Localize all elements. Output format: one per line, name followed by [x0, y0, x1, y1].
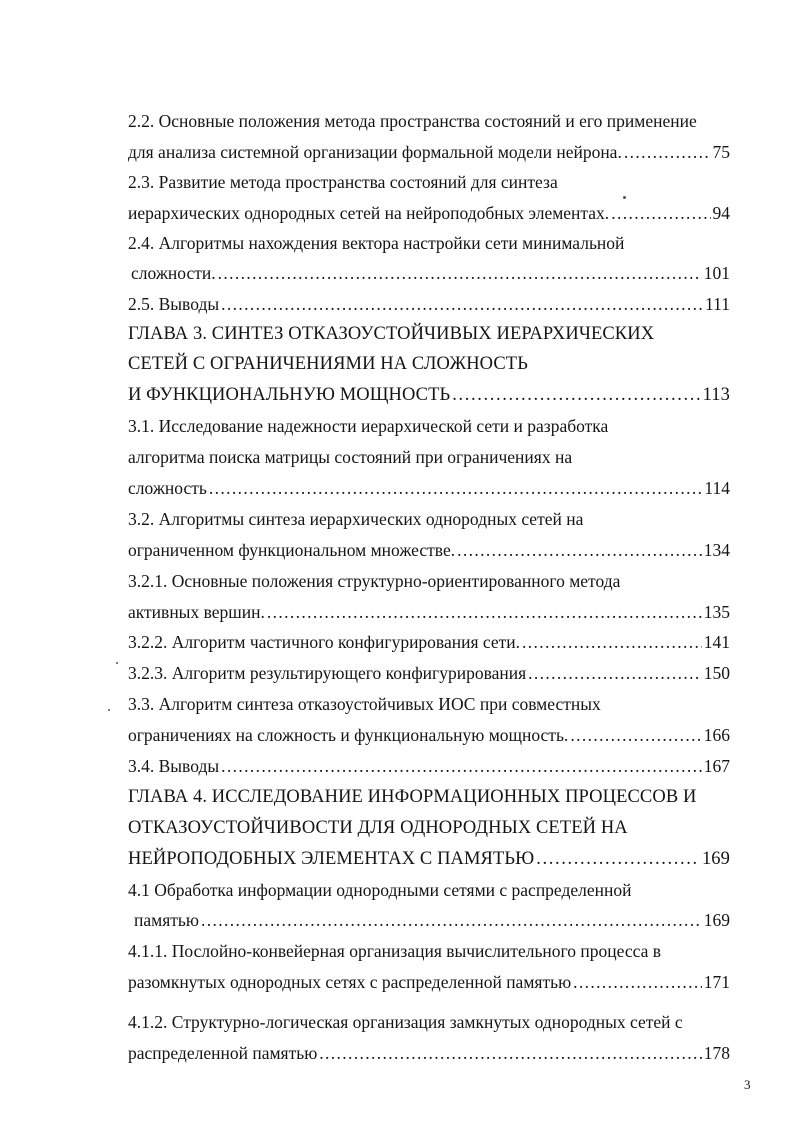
- scan-speck: [116, 662, 118, 664]
- dot-leader: [218, 262, 702, 284]
- dot-leader: [611, 202, 710, 224]
- toc-entry-page: 114: [704, 478, 730, 498]
- toc-entry-title: 3.4. Выводы: [128, 756, 220, 776]
- dot-leader: [209, 477, 703, 499]
- toc-entry: [128, 384, 730, 406]
- toc-entry-title: ограниченном функциональном множестве.: [128, 540, 456, 560]
- toc-entry-title: распределенной памятью: [128, 1043, 318, 1063]
- dot-leader: [624, 141, 711, 163]
- toc-line: 3.1. Исследование надежности иерархической сети и разработка: [128, 416, 609, 436]
- toc-entry: [128, 971, 730, 993]
- toc-entry-title: разомкнутых однородных сетях с распределенной памятью: [128, 972, 572, 992]
- toc-entry-page: 113: [702, 385, 730, 405]
- toc-entry-title: активных вершин.: [128, 602, 265, 622]
- toc-entry-title: ограничениях на сложность и функциональную мощность.: [128, 725, 569, 745]
- toc-entry-title: для анализа системной организации формальной модели нейрона.: [128, 142, 622, 162]
- toc-entry: [128, 141, 730, 163]
- toc-line: 3.2.1. Основные положения структурно-ориентированного метода: [128, 571, 621, 591]
- toc-entry-page: 134: [703, 540, 730, 560]
- dot-leader: [452, 384, 700, 406]
- dot-leader: [522, 631, 702, 653]
- toc-entry-page: 101: [703, 263, 730, 283]
- toc-entry: [128, 848, 730, 870]
- toc-entry-page: 171: [703, 972, 730, 992]
- dot-leader: [221, 293, 703, 315]
- dot-leader: [319, 1042, 701, 1064]
- toc-line: 3.2. Алгоритмы синтеза иерархических однородных сетей на: [128, 509, 584, 529]
- toc-entry: [128, 539, 730, 561]
- toc-line: 4.1.1. Послойно-конвейерная организация вычислительного процесса в: [128, 941, 661, 961]
- toc-line: 4.1 Обработка информации однородными сетями с распределенной: [128, 880, 632, 900]
- toc-entry: [128, 662, 730, 684]
- page-number: 3: [744, 1077, 751, 1092]
- toc-entry: [128, 631, 730, 653]
- toc-line: алгоритма поиска матрицы состояний при ограничениях на: [128, 447, 573, 467]
- toc-entry-page: 135: [703, 602, 730, 622]
- dot-leader: [457, 539, 702, 561]
- dot-leader: [536, 848, 700, 870]
- dot-leader: [528, 662, 702, 684]
- toc-line: 2.4. Алгоритмы нахождения вектора настройки сети минимальной: [128, 233, 625, 253]
- chapter-heading: СЕТЕЙ С ОГРАНИЧЕНИЯМИ НА СЛОЖНОСТЬ: [128, 354, 528, 374]
- toc-entry: [128, 477, 730, 499]
- scan-speck: [108, 709, 110, 711]
- toc-entry-title: сложность: [128, 478, 207, 498]
- toc-entry-page: 178: [703, 1043, 730, 1063]
- toc-entry-title: 3.2.3. Алгоритм результирующего конфигурирования: [128, 663, 527, 683]
- toc-line: 4.1.2. Структурно-логическая организация замкнутых однородных сетей с: [128, 1012, 683, 1032]
- dot-leader: [267, 601, 702, 623]
- toc-line: 2.2. Основные положения метода пространства состояний и его применение: [128, 111, 697, 131]
- toc-entry-title: НЕЙРОПОДОБНЫХ ЭЛЕМЕНТАХ С ПАМЯТЬЮ: [128, 849, 535, 869]
- toc-line: 3.3. Алгоритм синтеза отказоустойчивых ИОС при совместных: [128, 694, 601, 714]
- toc-entry: [134, 909, 730, 931]
- toc-entry: [128, 1042, 730, 1064]
- toc-entry-page: 169: [703, 910, 730, 930]
- toc-line: 2.3. Развитие метода пространства состояний для синтеза: [128, 172, 558, 192]
- dot-leader: [201, 909, 702, 931]
- toc-entry-page: 166: [703, 725, 730, 745]
- chapter-heading: ГЛАВА 4. ИССЛЕДОВАНИЕ ИНФОРМАЦИОННЫХ ПРОЦЕССОВ И: [128, 787, 697, 807]
- toc-entry-page: 94: [712, 203, 730, 223]
- chapter-heading: ГЛАВА 3. СИНТЕЗ ОТКАЗОУСТОЙЧИВЫХ ИЕРАРХИЧЕСКИХ: [128, 324, 655, 344]
- toc-entry-title: И ФУНКЦИОНАЛЬНУЮ МОЩНОСТЬ: [128, 385, 451, 405]
- toc-entry-title: сложности.: [131, 263, 216, 283]
- toc-entry: [131, 262, 730, 284]
- toc-entry-page: 141: [703, 632, 730, 652]
- chapter-heading: ОТКАЗОУСТОЙЧИВОСТИ ДЛЯ ОДНОРОДНЫХ СЕТЕЙ НА: [128, 818, 628, 838]
- scan-speck: [623, 196, 626, 199]
- toc-entry: [128, 202, 730, 224]
- toc-entry-title: памятью: [134, 910, 199, 930]
- toc-entry-page: 169: [701, 849, 730, 869]
- toc-entry-page: 75: [712, 142, 730, 162]
- toc-entry-title: иерархических однородных сетей на нейроподобных элементах.: [128, 203, 610, 223]
- toc-entry: [128, 755, 730, 777]
- dot-leader: [570, 724, 701, 746]
- toc-entry: [128, 724, 730, 746]
- toc-entry-title: 2.5. Выводы: [128, 294, 220, 314]
- toc-entry: [128, 601, 730, 623]
- toc-entry: [128, 293, 730, 315]
- toc-entry-title: 3.2.2. Алгоритм частичного конфигурирования сети.: [128, 632, 521, 652]
- dot-leader: [221, 755, 702, 777]
- dot-leader: [573, 971, 702, 993]
- toc-entry-page: 150: [703, 663, 730, 683]
- toc-entry-page: 167: [703, 756, 730, 776]
- toc-entry-page: 111: [705, 294, 730, 314]
